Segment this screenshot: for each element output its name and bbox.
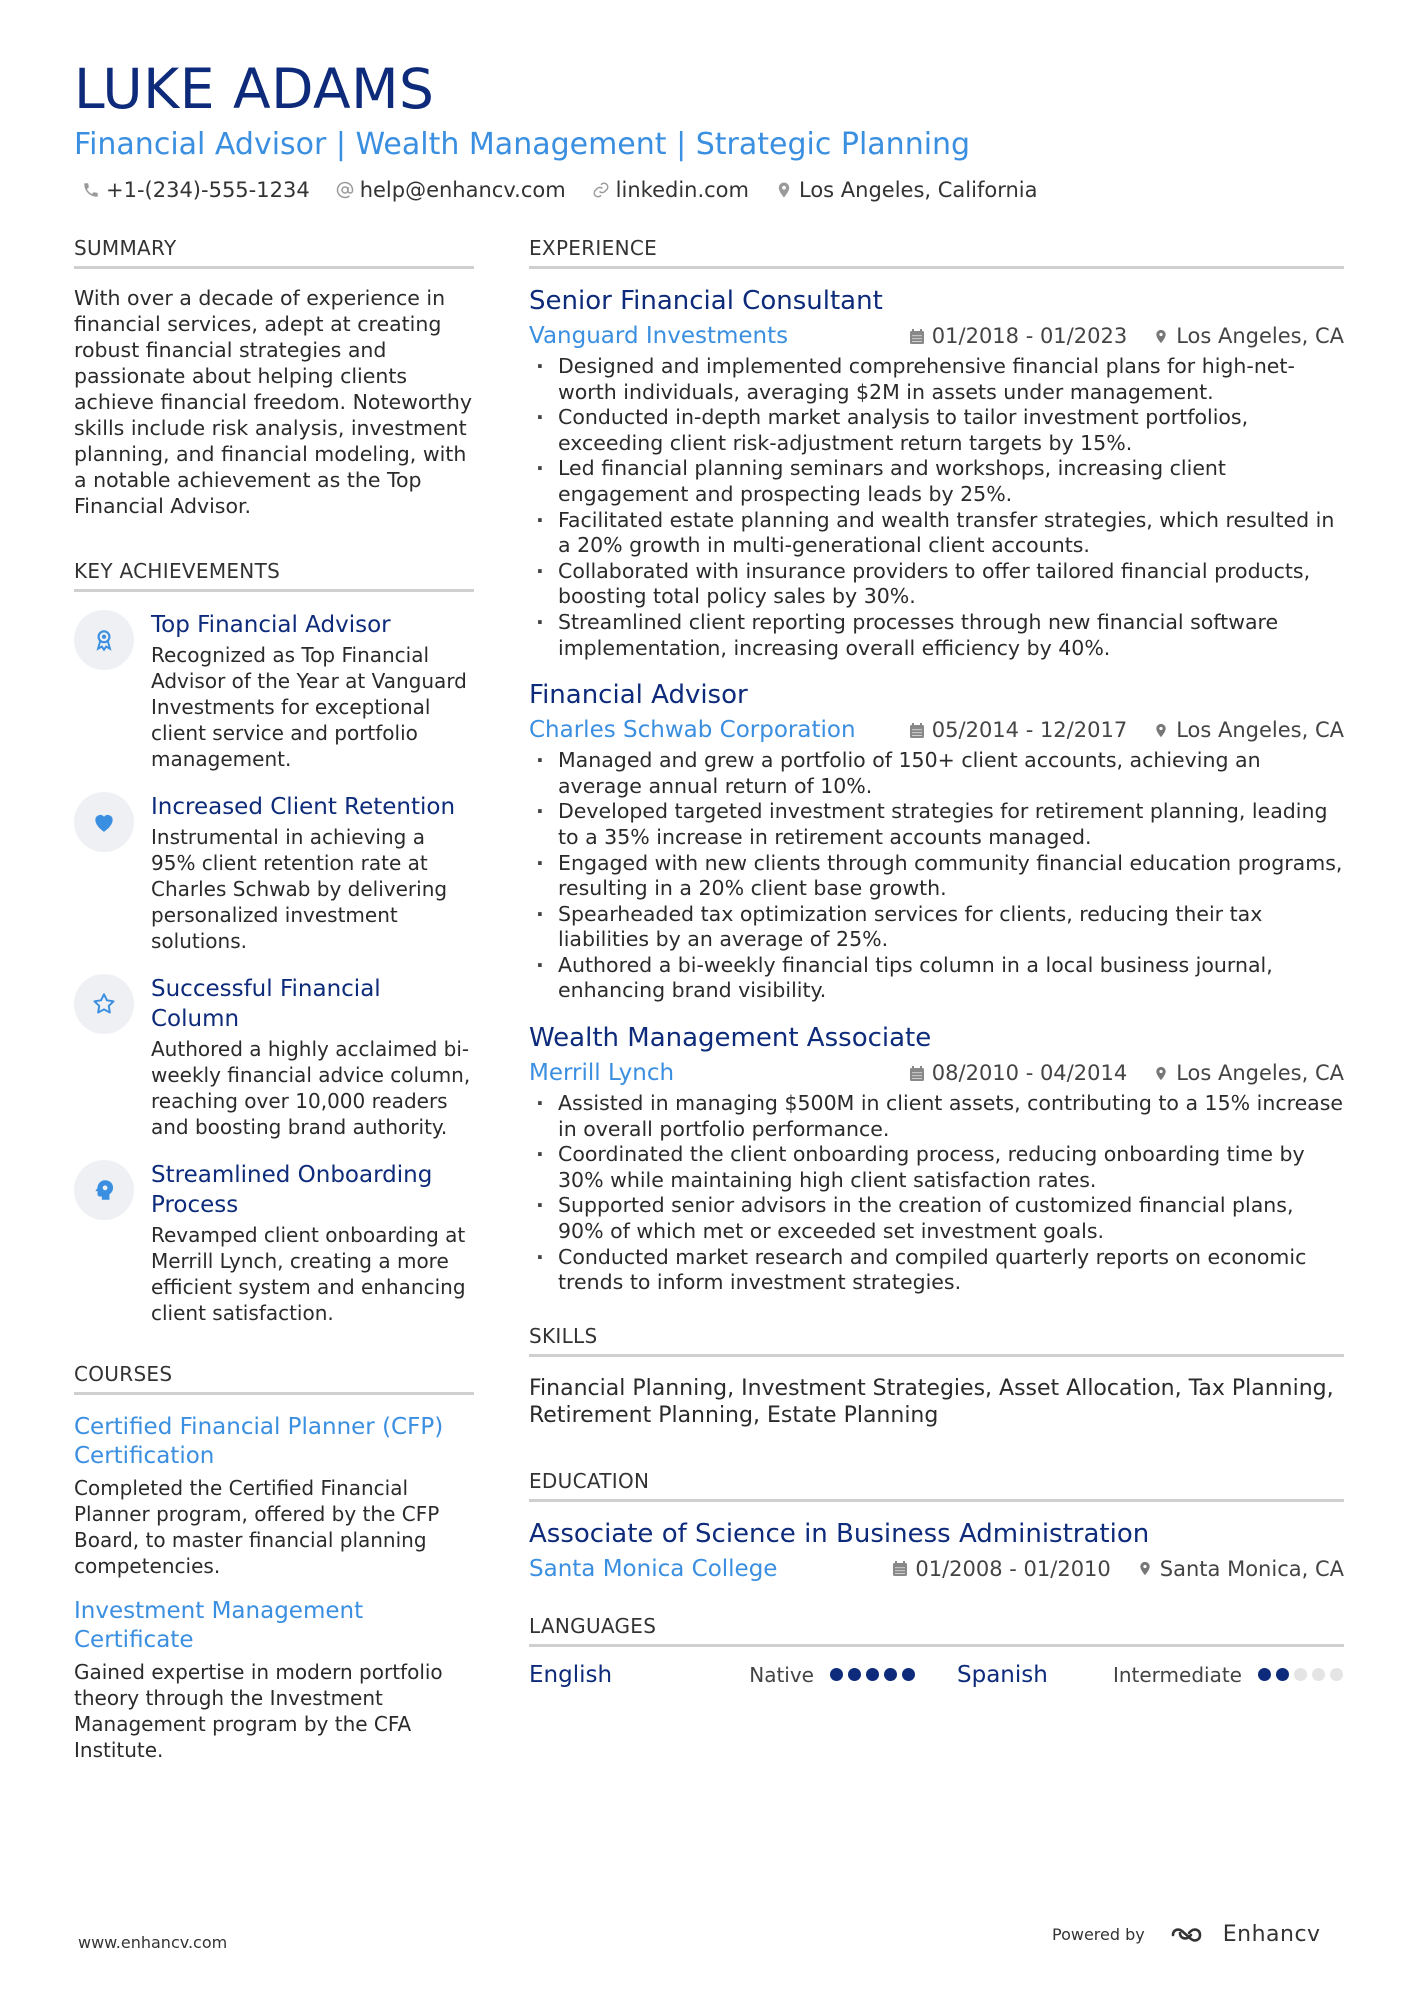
rating-dot <box>1258 1668 1271 1681</box>
language-level: Intermediate <box>1112 1662 1242 1687</box>
achievements-heading: KEY ACHIEVEMENTS <box>74 559 474 592</box>
bullet: · Spearheaded tax optimization services for clients, reducing their tax liabilities by an average of 25%. <box>529 902 1344 953</box>
calendar-icon <box>909 722 925 739</box>
at-icon <box>336 181 354 199</box>
education-section <box>529 1469 1344 1584</box>
infinity-logo-icon <box>1169 1923 1213 1947</box>
education-dates-text: 01/2008 - 01/2010 <box>915 1556 1111 1581</box>
school-name: Santa Monica College <box>529 1555 778 1582</box>
map-pin-icon <box>1153 722 1169 739</box>
bullet: · Designed and implemented comprehensive financial plans for high-net-worth individuals, averaging $2M in assets under management. <box>529 354 1344 405</box>
job-bullets <box>529 748 1344 1004</box>
job-bullets <box>529 1091 1344 1296</box>
degree-title: Associate of Science in Business Administration <box>529 1518 1150 1549</box>
job-dates-text: 08/2010 - 04/2014 <box>931 1061 1128 1086</box>
bullet: · Supported senior advisors in the creation of customized financial plans, 90% of which met or exceeded set investment goals. <box>529 1193 1344 1244</box>
achievements-section <box>74 559 474 1326</box>
brand-name: Enhancv <box>1222 1922 1321 1947</box>
map-pin-icon <box>1153 328 1169 345</box>
course-title: Certified Financial Planner (CFP) Certification <box>74 1414 444 1469</box>
contact-phone[interactable] <box>82 178 310 202</box>
summary-text: With over a decade of experience in financial services, adept at creating robust financial strategies and passionate about helping clients achieve financial freedom. Noteworthy skills include risk analysis, investment planning, and financial modeling, with a notable achievement as the Top Financial Advisor. <box>74 286 472 518</box>
calendar-icon <box>909 1065 925 1082</box>
education-location-text: Santa Monica, CA <box>1159 1556 1344 1581</box>
achievement-desc: Recognized as Top Financial Advisor of the Year at Vanguard Investments for exceptional client service and portfolio management. <box>151 643 467 771</box>
link-icon <box>592 181 610 199</box>
job-bullets <box>529 354 1344 661</box>
job-company: Vanguard Investments <box>529 323 789 349</box>
bullet: · Assisted in managing $500M in client assets, contributing to a 15% increase in overall portfolio performance. <box>529 1091 1344 1142</box>
location-text: Los Angeles, California <box>798 178 1038 202</box>
rating-dot <box>1312 1668 1325 1681</box>
achievement-title: Increased Client Retention <box>151 794 456 820</box>
job-location <box>1153 1061 1344 1085</box>
course-desc: Completed the Certified Financial Planner program, offered by the CFP Board, to master financial planning competencies. <box>74 1476 440 1578</box>
rating-dot <box>1294 1668 1307 1681</box>
bullet: · Developed targeted investment strategies for retirement planning, leading to a 35% increase in retirement accounts managed. <box>529 799 1344 850</box>
rating-dot <box>830 1668 843 1681</box>
left-column <box>74 236 474 1781</box>
language-row <box>529 1657 1344 1693</box>
course-title: Investment Management Certificate <box>74 1598 364 1653</box>
summary-section <box>74 236 474 519</box>
language-name: Spanish <box>957 1661 1048 1688</box>
job-company: Merrill Lynch <box>529 1060 675 1087</box>
education-heading: EDUCATION <box>529 1469 1344 1502</box>
rating-dot <box>1276 1668 1289 1681</box>
award-icon <box>74 610 134 670</box>
phone-icon <box>82 181 100 199</box>
achievement-desc: Instrumental in achieving a 95% client retention rate at Charles Schwab by delivering personalized investment solutions. <box>151 825 448 953</box>
bullet: · Led financial planning seminars and workshops, increasing client engagement and prospecting leads by 25%. <box>529 456 1344 507</box>
bullet: · Engaged with new clients through community financial education programs, resulting in a 20% client base growth. <box>529 851 1344 902</box>
footer-website[interactable]: www.enhancv.com <box>78 1933 228 1952</box>
candidate-title: Financial Advisor | Wealth Management | Strategic Planning <box>74 127 971 162</box>
powered-by-text: Powered by <box>1052 1925 1145 1944</box>
languages-heading: LANGUAGES <box>529 1614 1344 1647</box>
language-item <box>529 1662 915 1688</box>
map-pin-icon <box>775 181 793 199</box>
job-title: Wealth Management Associate <box>529 1023 932 1054</box>
bullet: · Managed and grew a portfolio of 150+ client accounts, achieving an average annual return of 10%. <box>529 748 1344 799</box>
job-location-text: Los Angeles, CA <box>1176 324 1344 348</box>
achievement-desc: Authored a highly acclaimed bi-weekly financial advice column, reaching over 10,000 readers and boosting brand authority. <box>151 1037 471 1139</box>
education-location <box>1137 1557 1344 1581</box>
achievement-item <box>74 792 474 954</box>
courses-section <box>74 1362 474 1763</box>
bullet: · Streamlined client reporting processes through new financial software implementation, increasing overall efficiency by 40%. <box>529 610 1344 661</box>
summary-heading: SUMMARY <box>74 236 474 269</box>
job-entry <box>529 1022 1344 1296</box>
achievement-title: Top Financial Advisor <box>151 612 391 638</box>
contact-email[interactable] <box>336 178 566 202</box>
heart-icon <box>74 792 134 852</box>
job-dates <box>909 718 1127 742</box>
course-item <box>74 1413 474 1579</box>
map-pin-icon <box>1137 1560 1153 1577</box>
job-dates-text: 05/2014 - 12/2017 <box>931 718 1128 743</box>
achievement-title: Streamlined Onboarding Process <box>151 1162 433 1218</box>
job-location-text: Los Angeles, CA <box>1176 718 1344 743</box>
rating-dot <box>866 1668 879 1681</box>
email-text: help@enhancv.com <box>359 178 566 202</box>
linkedin-text: linkedin.com <box>615 178 749 202</box>
right-column <box>529 236 1344 1693</box>
skills-heading: SKILLS <box>529 1324 1344 1357</box>
bullet: · Facilitated estate planning and wealth transfer strategies, which resulted in a 20% growth in multi-generational client accounts. <box>529 508 1344 559</box>
calendar-icon <box>909 328 925 345</box>
rating-dot <box>884 1668 897 1681</box>
contact-linkedin[interactable] <box>592 178 749 202</box>
bullet: · Authored a bi-weekly financial tips column in a local business journal, enhancing brand visibility. <box>529 953 1344 1004</box>
job-dates <box>909 324 1127 348</box>
job-location <box>1153 718 1344 742</box>
experience-section <box>529 236 1344 1296</box>
star-icon <box>74 974 134 1034</box>
language-name: English <box>529 1661 613 1688</box>
language-level: Native <box>749 1662 814 1687</box>
language-item <box>957 1662 1343 1688</box>
bullet: · Conducted market research and compiled quarterly reports on economic trends to inform investment strategies. <box>529 1245 1344 1296</box>
bullet: · Conducted in-depth market analysis to tailor investment portfolios, exceeding client risk-adjustment return targets by 15%. <box>529 405 1344 456</box>
experience-heading: EXPERIENCE <box>529 236 1344 269</box>
contact-location <box>775 178 1038 202</box>
achievement-item <box>74 974 474 1140</box>
job-location-text: Los Angeles, CA <box>1176 1061 1344 1086</box>
phone-text: +1-(234)-555-1234 <box>106 178 310 202</box>
achievement-title: Successful Financial Column <box>151 976 381 1032</box>
job-company: Charles Schwab Corporation <box>529 717 856 744</box>
job-title: Financial Advisor <box>529 680 748 711</box>
courses-heading: COURSES <box>74 1362 474 1395</box>
achievement-desc: Revamped client onboarding at Merrill Lynch, creating a more efficient system and enhancing client satisfaction. <box>151 1223 466 1325</box>
language-rating <box>830 1668 915 1681</box>
rating-dot <box>1330 1668 1343 1681</box>
enhancv-logo[interactable] <box>1169 1922 1321 1947</box>
achievement-item <box>74 610 474 772</box>
job-entry <box>529 285 1344 661</box>
rating-dot <box>848 1668 861 1681</box>
job-location <box>1153 324 1344 348</box>
bullet: · Coordinated the client onboarding process, reducing onboarding time by 30% while maintaining high client satisfaction rates. <box>529 1142 1344 1193</box>
skills-text: Financial Planning, Investment Strategies, Asset Allocation, Tax Planning, Retirement Planning, Estate Planning <box>529 1375 1334 1428</box>
job-dates <box>909 1061 1127 1085</box>
course-item <box>74 1597 474 1763</box>
languages-section <box>529 1614 1344 1693</box>
job-dates-text: 01/2018 - 01/2023 <box>931 324 1128 348</box>
bullet: · Collaborated with insurance providers to offer tailored financial products, boosting total policy sales by 30%. <box>529 559 1344 610</box>
language-rating <box>1258 1668 1343 1681</box>
candidate-name: LUKE ADAMS <box>74 57 435 121</box>
contact-bar <box>82 178 1037 202</box>
head-icon <box>74 1160 134 1220</box>
skills-section <box>529 1324 1344 1429</box>
footer-brand <box>1052 1922 1321 1947</box>
education-dates <box>892 1557 1110 1581</box>
map-pin-icon <box>1153 1065 1169 1082</box>
job-title: Senior Financial Consultant <box>529 286 883 316</box>
achievement-item <box>74 1160 474 1326</box>
job-entry <box>529 679 1344 1004</box>
course-desc: Gained expertise in modern portfolio theory through the Investment Management program by the CFA Institute. <box>74 1660 443 1762</box>
rating-dot <box>902 1668 915 1681</box>
calendar-icon <box>892 1560 908 1577</box>
